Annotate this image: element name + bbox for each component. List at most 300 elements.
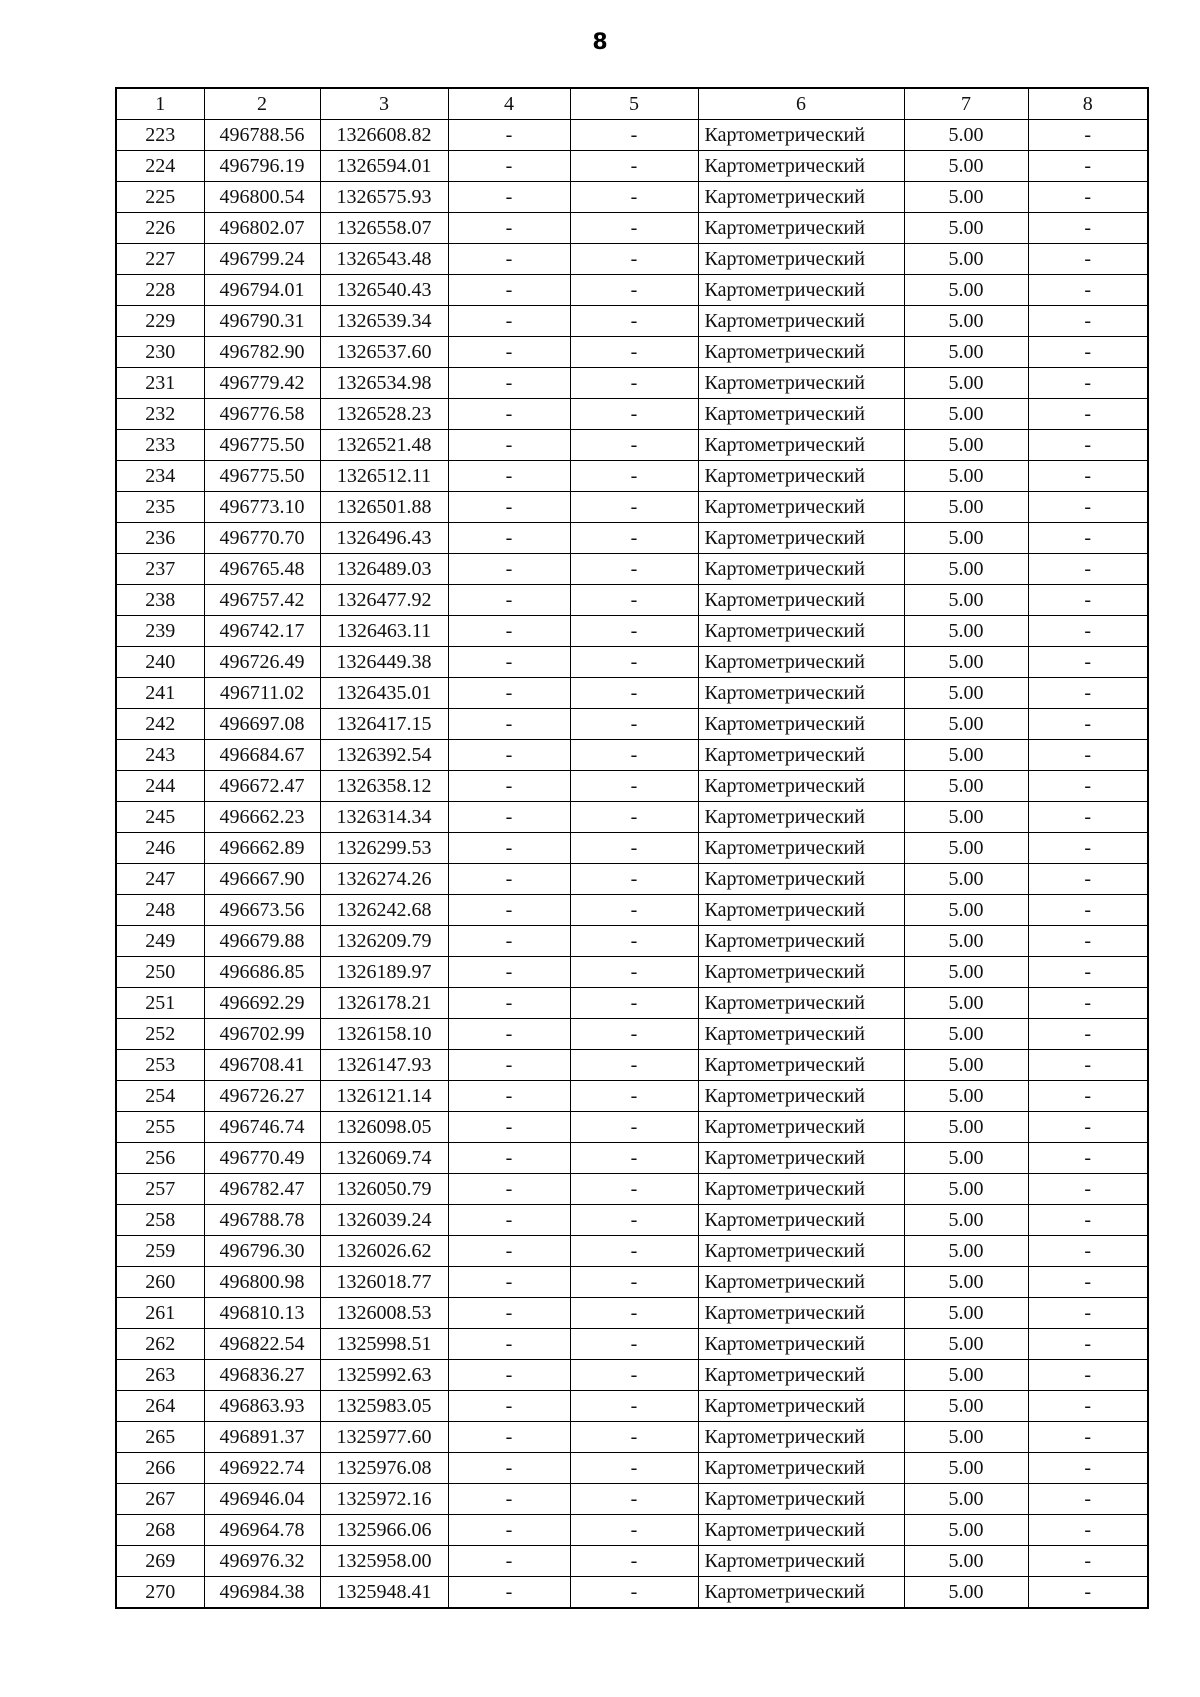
table-cell-col-2: 496822.54: [204, 1329, 320, 1360]
table-cell-col-5: -: [570, 1267, 698, 1298]
table-cell-col-1: 230: [116, 337, 204, 368]
table-cell-col-3: 1326537.60: [320, 337, 448, 368]
table-cell-col-7: 5.00: [904, 1112, 1028, 1143]
table-row: [116, 833, 1148, 864]
table-cell-col-6: Картометрический: [698, 740, 904, 771]
table-cell-col-1: 242: [116, 709, 204, 740]
table-cell-col-8: -: [1028, 120, 1148, 151]
table-cell-col-3: 1326274.26: [320, 864, 448, 895]
table-cell-col-3: 1326417.15: [320, 709, 448, 740]
table-cell-col-7: 5.00: [904, 957, 1028, 988]
table-row: [116, 1205, 1148, 1236]
table-cell-col-8: -: [1028, 399, 1148, 430]
table-cell-col-4: -: [448, 740, 570, 771]
table-cell-col-5: -: [570, 957, 698, 988]
column-header-8: 8: [1028, 88, 1148, 120]
table-cell-col-4: -: [448, 1298, 570, 1329]
table-cell-col-4: -: [448, 1391, 570, 1422]
table-cell-col-4: -: [448, 492, 570, 523]
column-header-4: 4: [448, 88, 570, 120]
table-cell-col-1: 236: [116, 523, 204, 554]
table-cell-col-4: -: [448, 306, 570, 337]
table-cell-col-2: 496742.17: [204, 616, 320, 647]
table-cell-col-2: 496802.07: [204, 213, 320, 244]
table-cell-col-5: -: [570, 275, 698, 306]
table-cell-col-5: -: [570, 647, 698, 678]
table-cell-col-4: -: [448, 585, 570, 616]
table-cell-col-6: Картометрический: [698, 771, 904, 802]
table-cell-col-8: -: [1028, 244, 1148, 275]
table-cell-col-1: 254: [116, 1081, 204, 1112]
table-cell-col-8: -: [1028, 523, 1148, 554]
table-cell-col-1: 256: [116, 1143, 204, 1174]
table-row: [116, 275, 1148, 306]
table-row: [116, 895, 1148, 926]
table-cell-col-1: 233: [116, 430, 204, 461]
table-cell-col-8: -: [1028, 616, 1148, 647]
table-row: [116, 1267, 1148, 1298]
table-cell-col-8: -: [1028, 1050, 1148, 1081]
table-cell-col-3: 1326594.01: [320, 151, 448, 182]
table-row: [116, 1453, 1148, 1484]
table-cell-col-2: 496679.88: [204, 926, 320, 957]
table-cell-col-6: Картометрический: [698, 523, 904, 554]
table-cell-col-2: 496779.42: [204, 368, 320, 399]
table-cell-col-1: 246: [116, 833, 204, 864]
table-cell-col-4: -: [448, 988, 570, 1019]
table-cell-col-2: 496788.56: [204, 120, 320, 151]
table-cell-col-7: 5.00: [904, 1422, 1028, 1453]
table-cell-col-6: Картометрический: [698, 1546, 904, 1577]
table-row: [116, 151, 1148, 182]
table-cell-col-6: Картометрический: [698, 1298, 904, 1329]
table-cell-col-1: 265: [116, 1422, 204, 1453]
table-cell-col-3: 1326534.98: [320, 368, 448, 399]
table-cell-col-3: 1325983.05: [320, 1391, 448, 1422]
table-cell-col-7: 5.00: [904, 1360, 1028, 1391]
table-cell-col-7: 5.00: [904, 461, 1028, 492]
table-row: [116, 802, 1148, 833]
table-cell-col-8: -: [1028, 802, 1148, 833]
table-row: [116, 864, 1148, 895]
table-cell-col-8: -: [1028, 709, 1148, 740]
table-cell-col-8: -: [1028, 1422, 1148, 1453]
table-cell-col-4: -: [448, 833, 570, 864]
table-cell-col-2: 496773.10: [204, 492, 320, 523]
table-cell-col-3: 1326147.93: [320, 1050, 448, 1081]
table-row: [116, 988, 1148, 1019]
table-cell-col-8: -: [1028, 740, 1148, 771]
table-cell-col-4: -: [448, 1484, 570, 1515]
table-cell-col-4: -: [448, 430, 570, 461]
table-cell-col-4: -: [448, 1422, 570, 1453]
table-cell-col-5: -: [570, 1236, 698, 1267]
table-cell-col-8: -: [1028, 1391, 1148, 1422]
table-cell-col-5: -: [570, 306, 698, 337]
table-cell-col-6: Картометрический: [698, 1081, 904, 1112]
table-cell-col-5: -: [570, 1422, 698, 1453]
table-cell-col-7: 5.00: [904, 988, 1028, 1019]
table-cell-col-8: -: [1028, 1174, 1148, 1205]
table-cell-col-8: -: [1028, 864, 1148, 895]
table-cell-col-8: -: [1028, 554, 1148, 585]
table-cell-col-2: 496782.47: [204, 1174, 320, 1205]
table-cell-col-2: 496796.19: [204, 151, 320, 182]
table-row: [116, 585, 1148, 616]
table-cell-col-4: -: [448, 1050, 570, 1081]
table-cell-col-8: -: [1028, 213, 1148, 244]
coordinates-table: [115, 87, 1149, 1609]
table-cell-col-1: 255: [116, 1112, 204, 1143]
table-cell-col-7: 5.00: [904, 492, 1028, 523]
table-cell-col-6: Картометрический: [698, 1360, 904, 1391]
table-cell-col-6: Картометрический: [698, 957, 904, 988]
table-cell-col-1: 231: [116, 368, 204, 399]
table-cell-col-7: 5.00: [904, 1143, 1028, 1174]
table-cell-col-8: -: [1028, 771, 1148, 802]
table-cell-col-1: 223: [116, 120, 204, 151]
table-cell-col-5: -: [570, 802, 698, 833]
table-cell-col-7: 5.00: [904, 895, 1028, 926]
table-body: [116, 120, 1148, 1609]
table-cell-col-1: 224: [116, 151, 204, 182]
table-cell-col-3: 1326528.23: [320, 399, 448, 430]
table-cell-col-8: -: [1028, 492, 1148, 523]
table-cell-col-7: 5.00: [904, 678, 1028, 709]
table-cell-col-1: 259: [116, 1236, 204, 1267]
table-cell-col-2: 496790.31: [204, 306, 320, 337]
table-cell-col-7: 5.00: [904, 864, 1028, 895]
table-cell-col-3: 1326158.10: [320, 1019, 448, 1050]
table-cell-col-6: Картометрический: [698, 802, 904, 833]
table-cell-col-6: Картометрический: [698, 1019, 904, 1050]
table-cell-col-1: 241: [116, 678, 204, 709]
table-cell-col-5: -: [570, 461, 698, 492]
table-row: [116, 1081, 1148, 1112]
table-cell-col-1: 237: [116, 554, 204, 585]
table-row: [116, 1112, 1148, 1143]
table-cell-col-5: -: [570, 368, 698, 399]
table-cell-col-5: -: [570, 523, 698, 554]
table-row: [116, 492, 1148, 523]
table-row: [116, 1298, 1148, 1329]
table-cell-col-1: 258: [116, 1205, 204, 1236]
table-cell-col-3: 1326050.79: [320, 1174, 448, 1205]
table-cell-col-1: 269: [116, 1546, 204, 1577]
table-cell-col-7: 5.00: [904, 337, 1028, 368]
table-cell-col-3: 1325977.60: [320, 1422, 448, 1453]
table-cell-col-7: 5.00: [904, 306, 1028, 337]
table-cell-col-2: 496765.48: [204, 554, 320, 585]
table-cell-col-7: 5.00: [904, 523, 1028, 554]
table-cell-col-6: Картометрический: [698, 678, 904, 709]
table-cell-col-4: -: [448, 368, 570, 399]
table-cell-col-6: Картометрический: [698, 492, 904, 523]
table-cell-col-1: 239: [116, 616, 204, 647]
table-cell-col-7: 5.00: [904, 1081, 1028, 1112]
table-cell-col-2: 496686.85: [204, 957, 320, 988]
table-cell-col-4: -: [448, 1515, 570, 1546]
table-cell-col-8: -: [1028, 1081, 1148, 1112]
table-cell-col-4: -: [448, 647, 570, 678]
table-cell-col-1: 238: [116, 585, 204, 616]
table-cell-col-6: Картометрический: [698, 399, 904, 430]
table-cell-col-7: 5.00: [904, 740, 1028, 771]
table-cell-col-3: 1326039.24: [320, 1205, 448, 1236]
table-cell-col-5: -: [570, 213, 698, 244]
table-row: [116, 1360, 1148, 1391]
table-cell-col-8: -: [1028, 1019, 1148, 1050]
table-cell-col-5: -: [570, 709, 698, 740]
table-row: [116, 926, 1148, 957]
table-cell-col-2: 496708.41: [204, 1050, 320, 1081]
table-cell-col-6: Картометрический: [698, 1112, 904, 1143]
table-cell-col-3: 1325976.08: [320, 1453, 448, 1484]
table-cell-col-3: 1326018.77: [320, 1267, 448, 1298]
table-cell-col-3: 1326521.48: [320, 430, 448, 461]
table-cell-col-7: 5.00: [904, 585, 1028, 616]
table-cell-col-2: 496770.49: [204, 1143, 320, 1174]
table-cell-col-4: -: [448, 151, 570, 182]
table-cell-col-8: -: [1028, 833, 1148, 864]
table-cell-col-2: 496788.78: [204, 1205, 320, 1236]
table-cell-col-5: -: [570, 1453, 698, 1484]
table-cell-col-3: 1326392.54: [320, 740, 448, 771]
table-cell-col-3: 1326209.79: [320, 926, 448, 957]
table-cell-col-3: 1326178.21: [320, 988, 448, 1019]
table-cell-col-2: 496702.99: [204, 1019, 320, 1050]
table-cell-col-1: 245: [116, 802, 204, 833]
table-cell-col-6: Картометрический: [698, 1205, 904, 1236]
table-cell-col-2: 496775.50: [204, 461, 320, 492]
table-cell-col-4: -: [448, 1577, 570, 1609]
table-cell-col-1: 251: [116, 988, 204, 1019]
table-cell-col-5: -: [570, 430, 698, 461]
table-cell-col-2: 496662.23: [204, 802, 320, 833]
table-cell-col-8: -: [1028, 275, 1148, 306]
table-cell-col-7: 5.00: [904, 430, 1028, 461]
table-cell-col-1: 257: [116, 1174, 204, 1205]
table-cell-col-2: 496810.13: [204, 1298, 320, 1329]
table-cell-col-5: -: [570, 1019, 698, 1050]
table-row: [116, 616, 1148, 647]
table-cell-col-7: 5.00: [904, 368, 1028, 399]
table-cell-col-8: -: [1028, 368, 1148, 399]
table-cell-col-2: 496796.30: [204, 1236, 320, 1267]
table-cell-col-6: Картометрический: [698, 864, 904, 895]
table-cell-col-1: 260: [116, 1267, 204, 1298]
table-cell-col-2: 496984.38: [204, 1577, 320, 1609]
table-cell-col-7: 5.00: [904, 1298, 1028, 1329]
table-cell-col-6: Картометрический: [698, 1174, 904, 1205]
table-cell-col-6: Картометрический: [698, 120, 904, 151]
table-cell-col-1: 252: [116, 1019, 204, 1050]
table-cell-col-4: -: [448, 182, 570, 213]
table-cell-col-1: 225: [116, 182, 204, 213]
table-cell-col-6: Картометрический: [698, 182, 904, 213]
table-cell-col-8: -: [1028, 461, 1148, 492]
table-cell-col-3: 1326543.48: [320, 244, 448, 275]
table-cell-col-4: -: [448, 1236, 570, 1267]
table-cell-col-3: 1326512.11: [320, 461, 448, 492]
table-cell-col-3: 1326575.93: [320, 182, 448, 213]
table-cell-col-2: 496692.29: [204, 988, 320, 1019]
table-cell-col-3: 1326501.88: [320, 492, 448, 523]
table-cell-col-6: Картометрический: [698, 1391, 904, 1422]
table-cell-col-5: -: [570, 1174, 698, 1205]
table-cell-col-4: -: [448, 461, 570, 492]
table-cell-col-4: -: [448, 120, 570, 151]
table-cell-col-2: 496673.56: [204, 895, 320, 926]
table-cell-col-7: 5.00: [904, 1329, 1028, 1360]
table-cell-col-5: -: [570, 1205, 698, 1236]
table-cell-col-4: -: [448, 1453, 570, 1484]
table-cell-col-8: -: [1028, 306, 1148, 337]
table-cell-col-3: 1326539.34: [320, 306, 448, 337]
table-cell-col-3: 1325958.00: [320, 1546, 448, 1577]
table-cell-col-1: 247: [116, 864, 204, 895]
table-cell-col-6: Картометрический: [698, 1577, 904, 1609]
table-row: [116, 244, 1148, 275]
table-cell-col-4: -: [448, 709, 570, 740]
table-cell-col-1: 250: [116, 957, 204, 988]
table-cell-col-8: -: [1028, 1484, 1148, 1515]
table-cell-col-5: -: [570, 678, 698, 709]
table-row: [116, 1143, 1148, 1174]
table-row: [116, 213, 1148, 244]
table-cell-col-2: 496662.89: [204, 833, 320, 864]
table-cell-col-7: 5.00: [904, 1546, 1028, 1577]
table-cell-col-7: 5.00: [904, 120, 1028, 151]
table-cell-col-4: -: [448, 1360, 570, 1391]
table-cell-col-5: -: [570, 1546, 698, 1577]
table-cell-col-8: -: [1028, 1329, 1148, 1360]
table-row: [116, 740, 1148, 771]
table-cell-col-7: 5.00: [904, 1453, 1028, 1484]
table-cell-col-3: 1326358.12: [320, 771, 448, 802]
table-row: [116, 678, 1148, 709]
table-cell-col-3: 1326477.92: [320, 585, 448, 616]
table-cell-col-1: 262: [116, 1329, 204, 1360]
table-cell-col-8: -: [1028, 1298, 1148, 1329]
table-cell-col-7: 5.00: [904, 1050, 1028, 1081]
table-cell-col-5: -: [570, 1329, 698, 1360]
table-cell-col-4: -: [448, 771, 570, 802]
table-cell-col-1: 261: [116, 1298, 204, 1329]
table-cell-col-3: 1326121.14: [320, 1081, 448, 1112]
table-cell-col-8: -: [1028, 678, 1148, 709]
table-cell-col-8: -: [1028, 337, 1148, 368]
table-cell-col-3: 1326098.05: [320, 1112, 448, 1143]
table-cell-col-6: Картометрический: [698, 430, 904, 461]
table-row: [116, 771, 1148, 802]
table-cell-col-5: -: [570, 1298, 698, 1329]
table-cell-col-6: Картометрический: [698, 1515, 904, 1546]
table-cell-col-3: 1326069.74: [320, 1143, 448, 1174]
table-row: [116, 337, 1148, 368]
table-row: [116, 523, 1148, 554]
table-cell-col-8: -: [1028, 585, 1148, 616]
column-header-2: 2: [204, 88, 320, 120]
table-cell-col-7: 5.00: [904, 1577, 1028, 1609]
table-cell-col-5: -: [570, 244, 698, 275]
table-cell-col-4: -: [448, 1546, 570, 1577]
table-cell-col-2: 496863.93: [204, 1391, 320, 1422]
table-cell-col-6: Картометрический: [698, 151, 904, 182]
table-cell-col-1: 234: [116, 461, 204, 492]
table-row: [116, 709, 1148, 740]
table-cell-col-2: 496891.37: [204, 1422, 320, 1453]
table-cell-col-2: 496711.02: [204, 678, 320, 709]
table-cell-col-7: 5.00: [904, 1019, 1028, 1050]
table-cell-col-3: 1326608.82: [320, 120, 448, 151]
table-cell-col-6: Картометрический: [698, 585, 904, 616]
table-cell-col-4: -: [448, 275, 570, 306]
table-cell-col-1: 227: [116, 244, 204, 275]
table-cell-col-6: Картометрический: [698, 709, 904, 740]
table-cell-col-5: -: [570, 1391, 698, 1422]
table-cell-col-5: -: [570, 771, 698, 802]
table-cell-col-6: Картометрический: [698, 833, 904, 864]
table-cell-col-8: -: [1028, 988, 1148, 1019]
table-cell-col-8: -: [1028, 1267, 1148, 1298]
table-cell-col-3: 1326299.53: [320, 833, 448, 864]
table-cell-col-1: 226: [116, 213, 204, 244]
table-cell-col-1: 267: [116, 1484, 204, 1515]
table-cell-col-6: Картометрический: [698, 306, 904, 337]
table-row: [116, 399, 1148, 430]
table-cell-col-6: Картометрический: [698, 1143, 904, 1174]
table-cell-col-1: 249: [116, 926, 204, 957]
table-cell-col-4: -: [448, 399, 570, 430]
table-cell-col-1: 263: [116, 1360, 204, 1391]
table-cell-col-4: -: [448, 1112, 570, 1143]
table-cell-col-5: -: [570, 1360, 698, 1391]
table-cell-col-6: Картометрический: [698, 368, 904, 399]
table-cell-col-5: -: [570, 740, 698, 771]
table-cell-col-7: 5.00: [904, 833, 1028, 864]
table-cell-col-2: 496667.90: [204, 864, 320, 895]
table-cell-col-3: 1326540.43: [320, 275, 448, 306]
page-number: 8: [592, 30, 608, 55]
table-cell-col-4: -: [448, 1019, 570, 1050]
table-cell-col-1: 270: [116, 1577, 204, 1609]
table-cell-col-4: -: [448, 337, 570, 368]
table-row: [116, 1019, 1148, 1050]
table-cell-col-6: Картометрический: [698, 1329, 904, 1360]
table-cell-col-7: 5.00: [904, 1267, 1028, 1298]
table-cell-col-6: Картометрический: [698, 895, 904, 926]
table-cell-col-2: 496726.49: [204, 647, 320, 678]
table-cell-col-5: -: [570, 585, 698, 616]
table-cell-col-1: 229: [116, 306, 204, 337]
table-cell-col-8: -: [1028, 182, 1148, 213]
table-cell-col-7: 5.00: [904, 151, 1028, 182]
column-header-7: 7: [904, 88, 1028, 120]
table-row: [116, 430, 1148, 461]
table-cell-col-7: 5.00: [904, 1236, 1028, 1267]
table-cell-col-2: 496672.47: [204, 771, 320, 802]
table-cell-col-5: -: [570, 182, 698, 213]
table-cell-col-8: -: [1028, 1360, 1148, 1391]
table-cell-col-2: 496794.01: [204, 275, 320, 306]
table-cell-col-8: -: [1028, 1112, 1148, 1143]
table-cell-col-8: -: [1028, 1546, 1148, 1577]
table-cell-col-7: 5.00: [904, 616, 1028, 647]
table-cell-col-1: 243: [116, 740, 204, 771]
table-cell-col-8: -: [1028, 151, 1148, 182]
table-cell-col-8: -: [1028, 1453, 1148, 1484]
